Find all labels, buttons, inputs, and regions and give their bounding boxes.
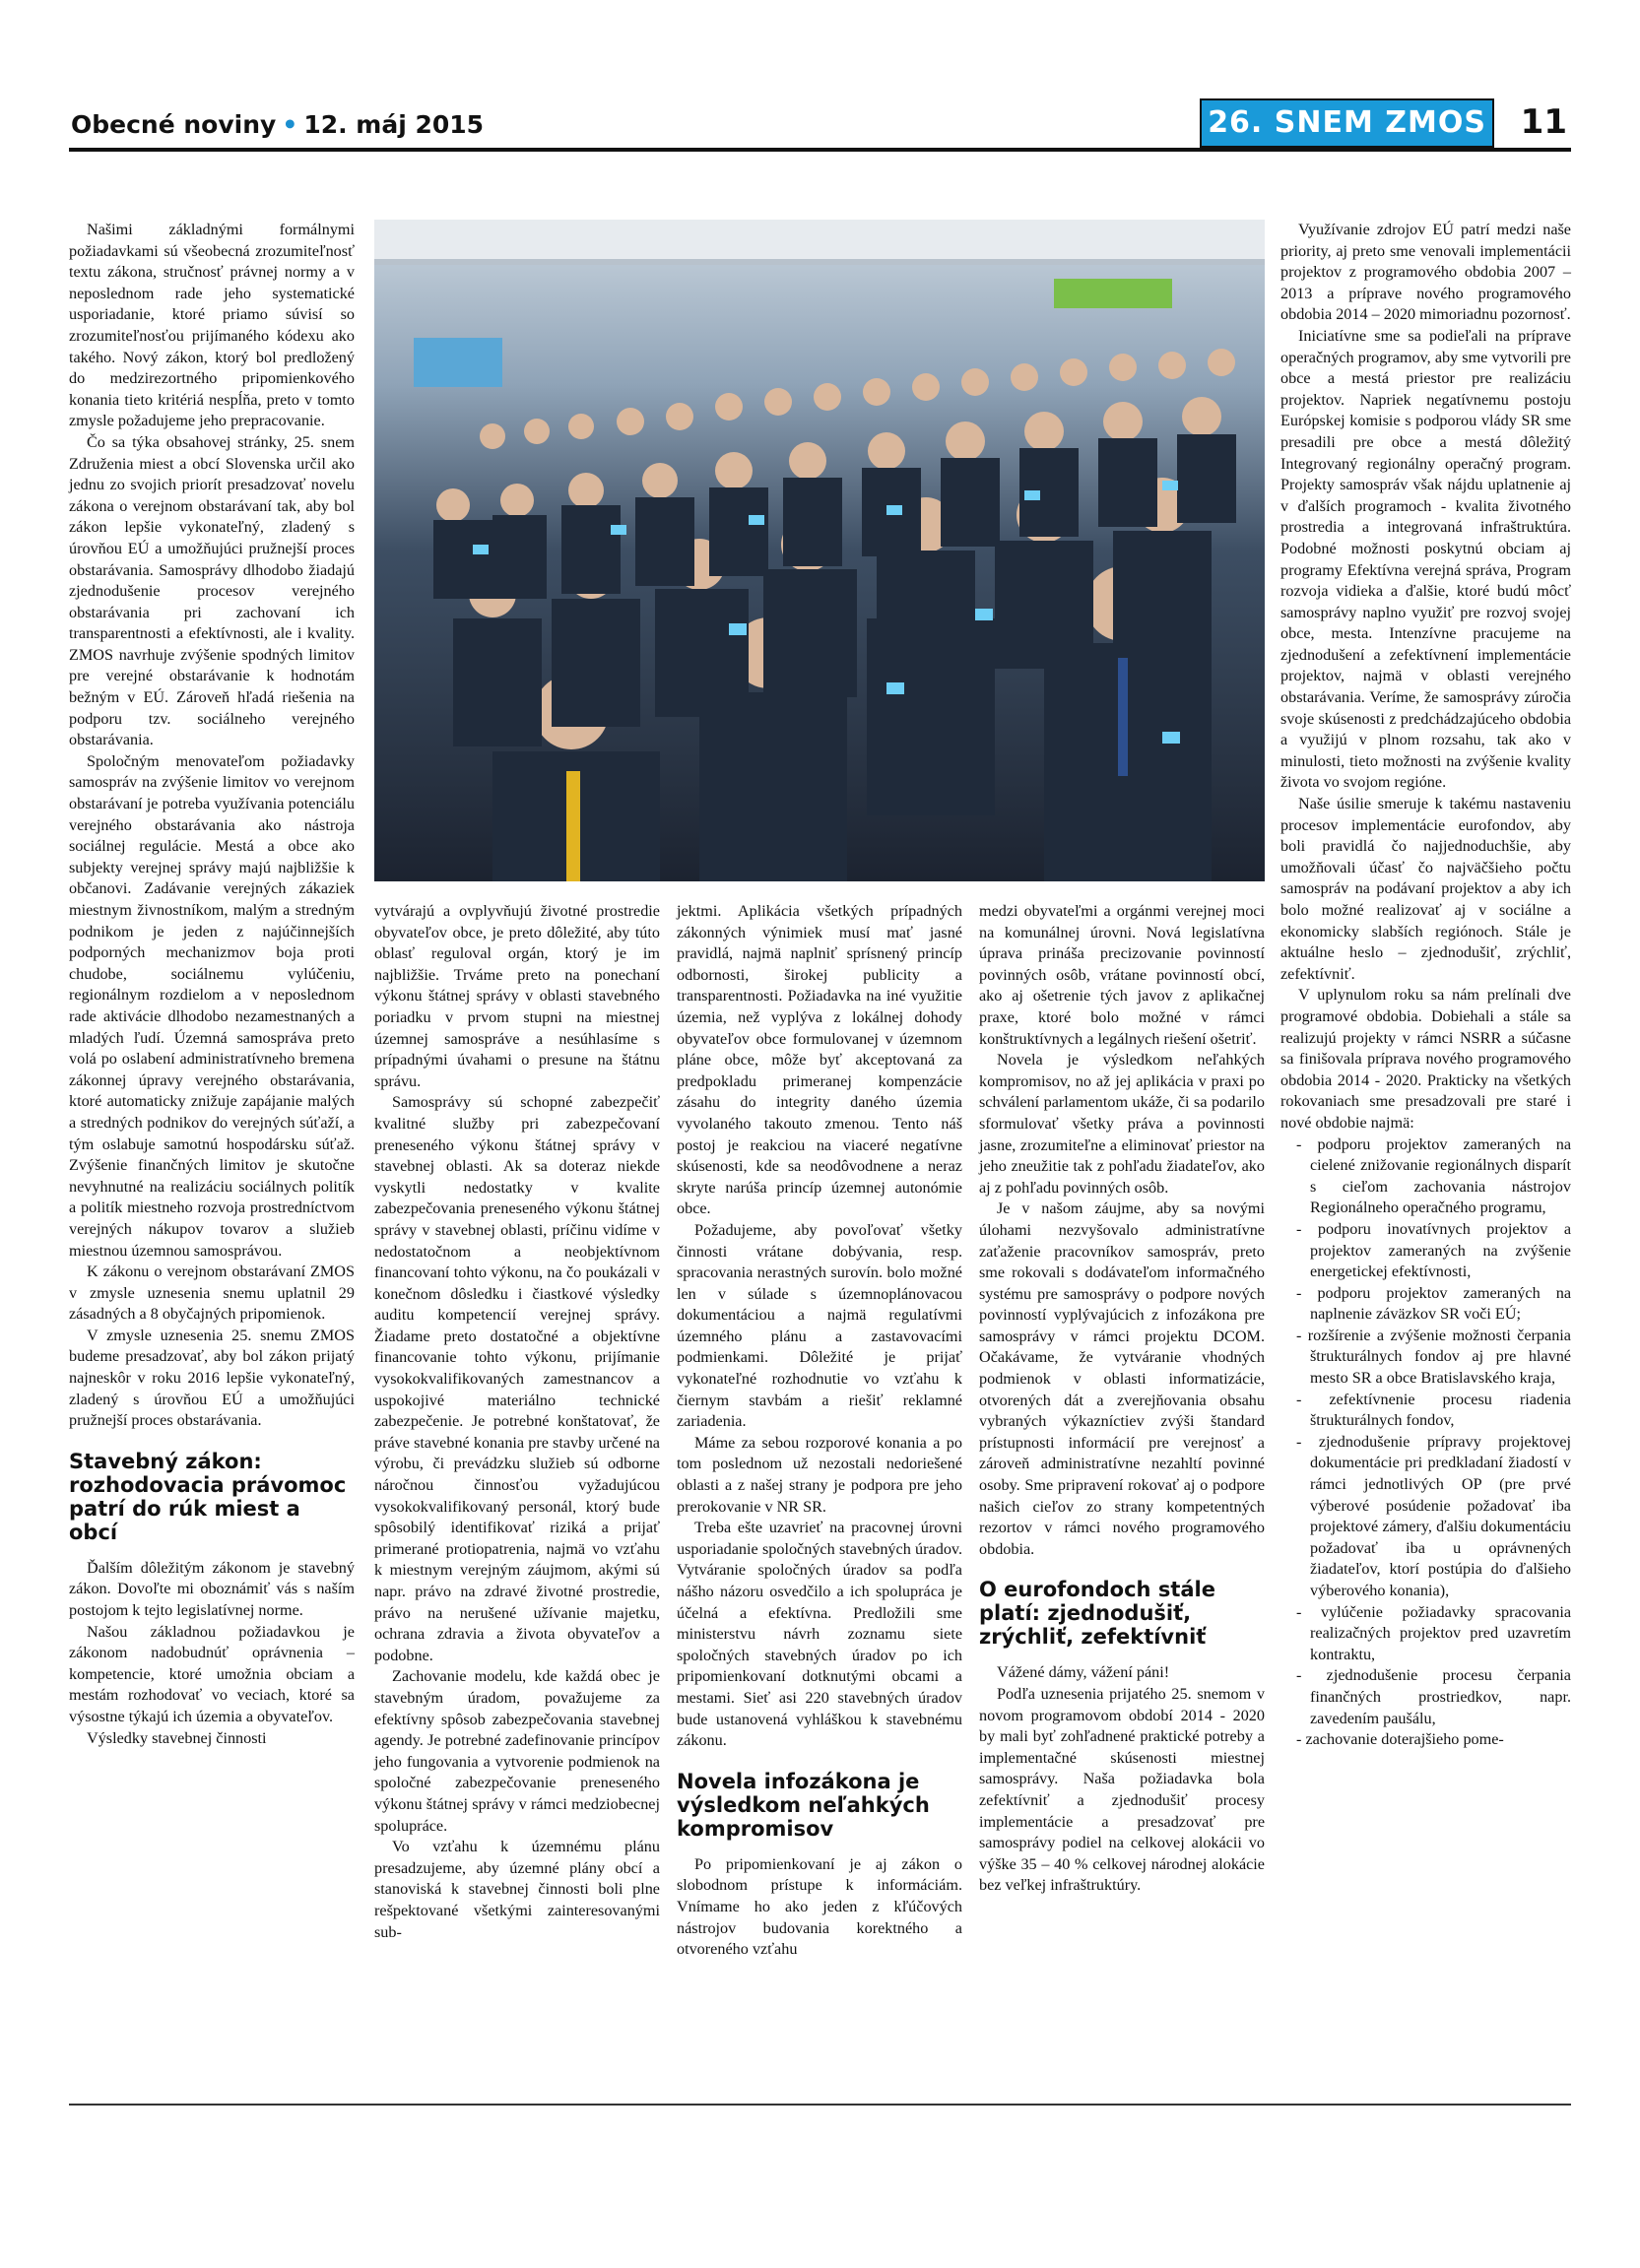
audience-image [374, 220, 1265, 881]
page-header [69, 98, 1571, 152]
paragraph: Naše úsilie smeruje k takému nastaveniu procesov implementácie eurofondov, aby boli pravidlá čo najjednoduchšie, aby umožňovali účasť čo najväčšieho počtu samospráv na podávaní projektov a aby ich bolo možné realizovať aj v sociálne a ekonomicky slabších regiónoch. Stále je aktuálne heslo – zjednodušiť, zrýchliť, zefektívniť. [1280, 795, 1571, 983]
paragraph: Treba ešte uzavrieť na pracovnej úrovni usporiadanie spoločných stavebných úradov. Vytváranie spoločných úradov sa podľa nášho názoru osvedčilo a ich spolupráca je účelná a efektívna. Predložili sme ministerstvu návrh zoznamu siete spoločných stavebných úradov po ich pripomienkovaní dotknutými obcami a mestami. Sieť asi 220 stavebných úradov bude ustanovená vyhláškou k stavebnému zákonu. [677, 1519, 962, 1750]
bottom-rule [69, 2104, 1571, 2106]
page-number: 11 [1520, 102, 1567, 142]
column-2 [374, 901, 660, 1943]
paragraph: V uplynulom roku sa nám prelínali dve programové obdobia. Dobiehali a stále sa realizujú projekty v rámci NSRR a súčasne sa finišovala príprava nového programového obdobia 2014 - 2020. Prakticky na všetkých rokovaniach sme presadzovali pre staré i nové obdobie najmä: [1280, 986, 1571, 1132]
paragraph: Výsledky stavebnej činnosti [87, 1728, 267, 1747]
section-label: 26. SNEM ZMOS [1200, 98, 1494, 148]
paragraph: jektmi. Aplikácia všetkých prípadných zákonných výnimiek musí mať jasné pravidlá, najmä naplniť sprísnený princíp odbornosti, širokej publicity a transparentnosti. Požiadavka na iné využitie územia, než vyplýva z lokálnej dohody obyvateľov obce formulovanej v územnom pláne obce, môže byť akceptovaná za predpokladu primeranej kompenzácie zásahu do integrity daného územia vyvolaného takouto zmenou. Tento náš postoj je reakciou na viaceré negatívne skúsenosti, kde sa neodôvodnene a neraz skryte narúša princíp územnej autonómie obce. [677, 902, 962, 1218]
paragraph: V zmysle uznesenia 25. snemu ZMOS budeme presadzovať, aby bol zákon prijatý najneskôr v roku 2016 lepšie vykonateľný, zladený s úrovňou EÚ a umožňujúci pružnejší proces obstarávania. [69, 1326, 355, 1430]
list-item: - zjednodušenie procesu čerpania finančných prostriedkov, napr. zavedením paušálu, [1280, 1665, 1571, 1729]
list-item: - zjednodušenie prípravy projektovej dokumentácie pri predkladaní žiadostí v rámci jednotlivých OP (pre prvé výberové posúdenie požadovať iba projektové zámery, ďalšiu dokumentáciu požadovať iba u oprávnených žiadateľov, ktorí postúpia do ďalšieho výberového konania), [1280, 1432, 1571, 1602]
newspaper-title: Obecné noviny [71, 110, 277, 139]
list-item: - podporu projektov zameraných na cielené znižovanie regionálnych disparít s cieľom zachovania nástrojov Regionálneho operačného programu, [1280, 1134, 1571, 1219]
list-item: - zefektívnenie procesu riadenia štrukturálnych fondov, [1280, 1390, 1571, 1432]
issue-date: 12. máj 2015 [303, 110, 485, 139]
paragraph: Iniciatívne sme sa podieľali na príprave operačných programov, aby sme vytvorili pre obce a mestá priestor pre realizáciu projektov. Napriek negatívnemu postoju Európskej komisie s podporou vlády SR sme presadili pre obce a mestá dôležitý Integrovaný regionálny operačný program. Projekty samospráv však nájdu uplatnenie aj v ďalších programoch - kvalita životného prostredia a integrovaná infraštruktúra. Podobné možnosti poskytnú obciam aj programy Efektívna verejná správa, Program rozvoja vidieka a ďalšie, ktoré budú môcť samosprávy naplno využiť pre rozvoj svojej obce, mesta. Intenzívne pracujeme na zjednodušení a zefektívnení implementácie projektov, najmä v oblasti verejného obstarávania. Veríme, že samosprávy zúročia svoje skúsenosti z predchádzajúceho obdobia a využijú v plnom rozsahu, tak ako v minulosti, tieto možnosti na zvýšenie kvality života vo svojom regióne. [1280, 326, 1571, 792]
list-item: - podporu inovatívnych projektov a projektov zameraných na zvýšenie energetickej efektívnosti, [1280, 1219, 1571, 1283]
separator-dot: • [282, 110, 298, 139]
list-item: - vylúčenie požiadavky spracovania realizačných projektov pred uzavretím kontraktu, [1280, 1602, 1571, 1666]
paragraph: Po pripomienkovaní je aj zákon o slobodnom prístupe k informáciám. Vnímame ho ako jeden z kľúčových nástrojov budovania korektného a otvoreného vzťahu [677, 1854, 962, 1959]
paragraph: Novela je výsledkom neľahkých kompromisov, no až jej aplikácia v praxi po schválení parlamentom ukáže, či sa podarilo sformulovať všetky práva a povinnosti jasne, zrozumiteľne a eliminovať priestor na jeho zneužitie tak z pohľadu žiadateľov, ako aj z pohľadu povinných osôb. [979, 1051, 1265, 1197]
column-5 [1280, 220, 1571, 1751]
subheading: Stavebný zákon: rozhodovacia právomoc patrí do rúk miest a obcí [69, 1449, 347, 1544]
paragraph: K zákonu o verejnom obstarávaní ZMOS v zmysle uznesenia snemu uplatnil 29 zásadných a 8 obyčajných pripomienok. [69, 1263, 355, 1324]
paragraph: Ďalším dôležitým zákonom je stavebný zákon. Dovoľte mi oboznámiť vás s naším postojom k tejto legislatívnej norme. [69, 1558, 355, 1620]
paragraph: vytvárajú a ovplyvňujú životné prostredie obyvateľov obce, je preto dôležité, aby túto oblasť reguloval orgán, ktorý je im najbližšie. Trváme preto na ponechaní výkonu štátnej správy v oblasti stavebného poriadku v prvom stupni na miestnej územnej samospráve a nesúhlasíme s prípadnými úvahami o presune na štátnu správu. [374, 902, 660, 1090]
paragraph: Našou základnou požiadavkou je zákonom nadobudnúť oprávnenia – kompetencie, ktoré umožnia obciam a mestám rozhodovať vo veciach, ktoré sa výsostne týkajú ich územia a obyvateľov. [69, 1622, 355, 1725]
paragraph: Našimi základnými formálnymi požiadavkami sú všeobecná zrozumiteľnosť textu zákona, stručnosť právnej normy a v neposlednom rade jeho systematické usporiadanie, ktoré priamo súvisí so zrozumiteľnosťou prijímaného kódexu ako takého. Nový zákon, ktorý bol predložený do medzirezortného pripomienkového konania tieto kritériá nespĺňa, preto v tomto zmysle požadujeme jeho prepracovanie. [69, 221, 355, 430]
subheading: O eurofondoch stále platí: zjednodušiť, zrýchliť, zefektívniť [979, 1578, 1215, 1650]
paragraph: Vážené dámy, vážení páni! [997, 1663, 1170, 1682]
paragraph: Vo vzťahu k územnému plánu presadzujeme, aby územné plány obcí a stanoviská k stavebnej činnosti boli plne rešpektované všetkými zainteresovanými sub- [374, 1838, 660, 1941]
column-1 [69, 220, 355, 1749]
newspaper-name [71, 110, 484, 139]
paragraph: Je v našom záujme, aby sa novými úlohami nezvyšovalo administratívne zaťaženie pracovníkov samospráv, preto sme rokovali s dodávateľom informačného systému pre samosprávy o podpore nových povinností vyplývajúcich z infozákona pre samosprávy v rámci projektu DCOM. Očakávame, že vytváranie vhodných podmienok v oblasti informatizácie, otvorených dát a zverejňovania obsahu vybraných výkazníctiev zvýši štandard prístupnosti informácií pre verejnosť a zároveň administratívne nezahltí povinné osoby. Sme pripravení rokovať aj o podpore našich cieľov zo strany kompetentných rezortov v rámci nového programového obdobia. [979, 1199, 1265, 1558]
paragraph: Samosprávy sú schopné zabezpečiť kvalitné služby pri zabezpečovaní preneseného výkonu štátnej správy v stavebnej oblasti. Ak sa doteraz niekde vyskytli nedostatky v kvalite zabezpečovania preneseného výkonu štátnej správy v stavebnej oblasti, príčinu vidíme v nedostatočnom a neobjektívnom financovaní tohto výkonu, na čo poukázali v konečnom dôsledku i čiastkové výsledky auditu kompetencií verejnej správy. Žiadame preto dostatočné a objektívne financovanie tohto výkonu, prijímanie vysokokvalifikovaných zamestnancov a uspokojivé materiálno technické zabezpečenie. Je potrebné konštatovať, že práve stavebné konania pre stavby určené na výrobu, či prevádzku služieb sú odborne náročnou činnosťou vyžadujúcou vysokokvalifikovaný personál, ktorý bude spôsobilý identifikovať riziká a prijať primerané protiopatrenia, najmä vo vzťahu k miestnym verejným záujmom, akými sú napr. právo na zdravé životné prostredie, právo na nerušené užívanie majetku, ochrana zdravia a života obyvateľov a podobne. [374, 1093, 660, 1664]
paragraph: Spoločným menovateľom požiadavky samospráv na zvýšenie limitov vo verejnom obstarávaní je potreba využívania potenciálu verejného obstarávania ako nástroja sociálnej regulácie. Mestá a obce ako subjekty verejnej správy majú najbližšie k občanovi. Zadávanie verejných zákaziek miestnym živnostníkom, malým a stredným podnikom je jeden z najúčinnejších podporných mechanizmov boja proti chudobe, sociálnemu vylúčeniu, regionálnym rozdielom a v neposlednom rade aktivácie dlhodobo nezamestnaných a mladých ľudí. Územná samospráva preto volá po oslabení administratívneho bremena zákonnej úpravy verejného obstarávania, ktoré automaticky znižuje zapájanie malých a stredných podnikov do verejných súťaží, a tým oslabuje samotnú hospodársku súťaž. Zvýšenie finančných limitov je skutočne nevyhnutné na realizáciu sociálnych politík a politík miestneho rozvoja prostredníctvom verejných nákupov tovarov a služieb miestnou územnou samosprávou. [69, 751, 355, 1260]
paragraph: Čo sa týka obsahovej stránky, 25. snem Združenia miest a obcí Slovenska určil ako jednu zo svojich priorít presadzovať novelu zákona o verejnom obstarávaní tak, aby bol zákon lepšie vykonateľný, zladený s úrovňou EÚ a umožňujúci pružnejší proces obstarávania. Samosprávy dlhodobo žiadajú zjednodušenie procesov verejného obstarávania pri zachovaní ich transparentnosti a efektívnosti, ale i kvality. ZMOS navrhuje zvýšenie spodných limitov pre verejné obstarávanie k hodnotám bežným v EÚ. Zároveň hľadá riešenia na podporu tzv. sociálneho verejného obstarávania. [69, 432, 355, 749]
paragraph: Požadujeme, aby povoľovať všetky činnosti vrátane dobývania, resp. spracovania nerastných surovín. bolo možné len v súlade s územnoplánovacou dokumentáciou a najmä regulatívmi územného plánu a zastavovacími podmienkami. Dôležité je prijať vykonateľné rozhodnutie vo vzťahu k čiernym stavbám a riešiť reklamné zariadenia. [677, 1220, 962, 1431]
paragraph: Zachovanie modelu, kde každá obec je stavebným úradom, považujeme za efektívny spôsob zabezpečovania stavebnej agendy. Je potrebné zadefinovanie princípov jeho fungovania a vytvorenie podmienok na spoločné zabezpečovanie preneseného výkonu štátnej správy v rámci medziobecnej spolupráce. [374, 1667, 660, 1835]
priority-list [1280, 1134, 1571, 1751]
subheading: Novela infozákona je výsledkom neľahkých kompromisov [677, 1769, 930, 1841]
list-item: - zachovanie doterajšieho pome- [1280, 1729, 1571, 1751]
list-item: - rozšírenie a zvýšenie možnosti čerpania štrukturálnych fondov aj pre hlavné mesto SR a obce Bratislavského kraja, [1280, 1326, 1571, 1390]
column-3 [677, 901, 962, 1961]
paragraph: Máme za sebou rozporové konania a po tom poslednom už nezostali nedoriešené oblasti a z našej strany je podpora pre jeho prerokovanie v NR SR. [677, 1433, 962, 1516]
paragraph: medzi obyvateľmi a orgánmi verejnej moci na komunálnej úrovni. Nová legislatívna úprava prináša precizovanie povinností povinných osôb, vrátane povinností obcí, ako aj ošetrenie tých javov z aplikačnej praxe, ktoré bolo možné v rámci konštruktívnych a legálnych riešení ošetriť. [979, 902, 1265, 1048]
column-4 [979, 901, 1265, 1897]
list-item: - podporu projektov zameraných na naplnenie záväzkov SR voči EÚ; [1280, 1283, 1571, 1326]
paragraph: Podľa uznesenia prijatého 25. snemom v novom programovom období 2014 - 2020 by mali byť zohľadnené praktické potreby a implementačné skúsenosti miestnej samosprávy. Naša požiadavka bola zefektívniť a zjednodušiť procesy implementácie a presadzovať pre samosprávy podiel na celkovej alokácii vo výške 35 – 40 % celkovej národnej alokácie bez veľkej infraštruktúry. [979, 1685, 1265, 1895]
conference-photo [374, 220, 1265, 881]
paragraph: Využívanie zdrojov EÚ patrí medzi naše priority, aj preto sme venovali implementácii projektov z programového obdobia 2007 – 2013 a príprave nového programového obdobia 2014 – 2020 mimoriadnu pozornosť. [1280, 221, 1571, 324]
